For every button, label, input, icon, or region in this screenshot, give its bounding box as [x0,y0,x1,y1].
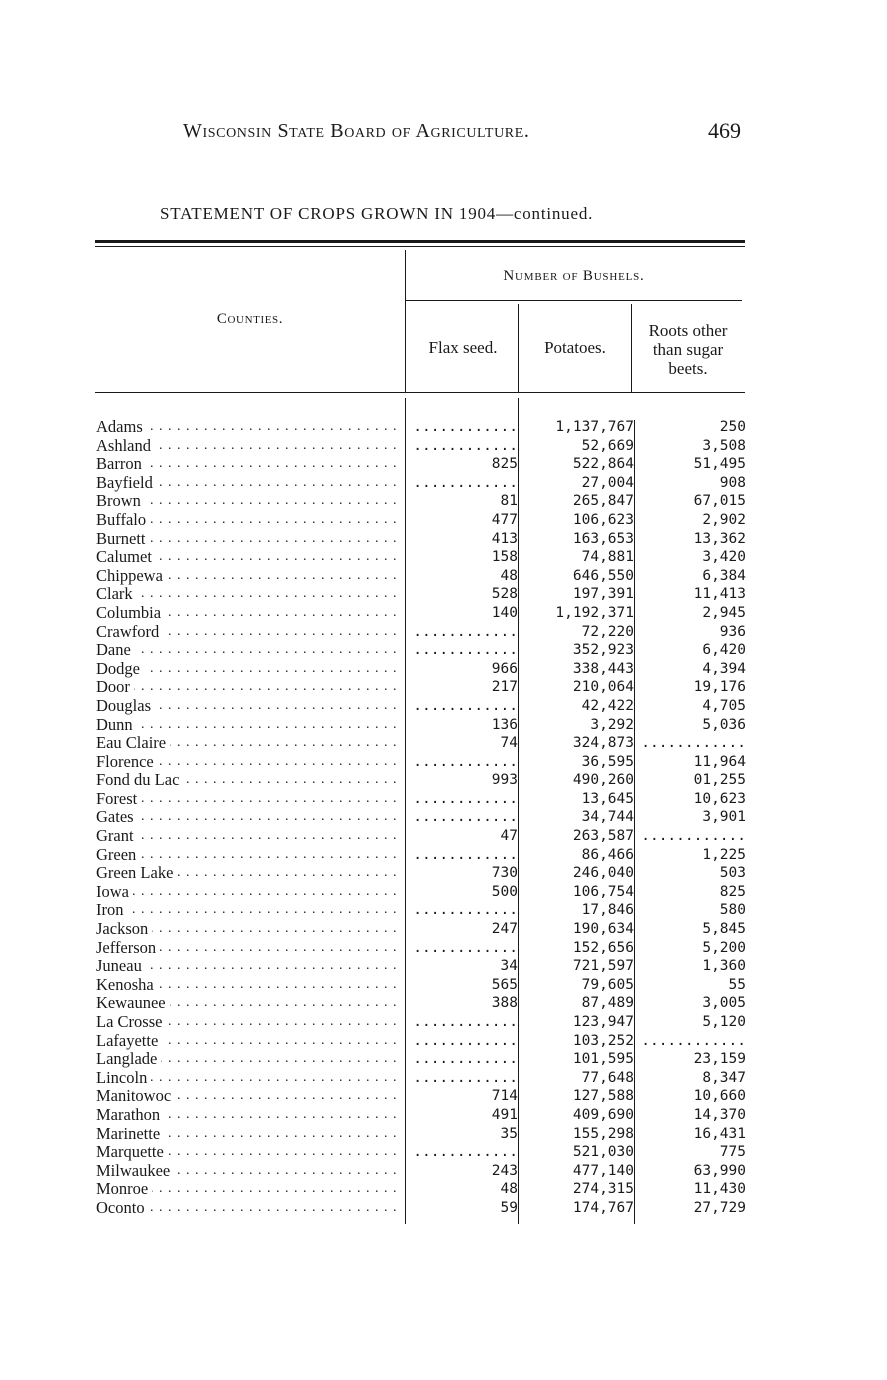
potatoes-cell: 409,690 [572,1106,634,1123]
potatoes-cell: 477,140 [572,1162,634,1179]
potatoes-cell: 152,656 [572,939,634,956]
flax-seed-cell: 565 [491,976,518,993]
flax-seed-cell: ............ [413,437,518,454]
potatoes-cell: 72,220 [581,623,634,640]
table-row [96,994,748,1013]
table-row [96,418,748,437]
roots-cell: 4,394 [702,660,746,677]
county-name: Marathon [96,1106,164,1124]
table-row [96,808,748,827]
flax-seed-cell: ............ [413,419,518,435]
roots-cell: 14,370 [693,1106,746,1123]
table-row [96,1087,748,1106]
table-row [96,1162,748,1181]
roots-cell: 1,360 [702,958,746,975]
county-cell [96,994,402,1013]
potatoes-cell: 174,767 [572,1199,634,1216]
county-name: Chippewa [96,567,167,585]
roots-cell: ............ [641,828,746,845]
county-name: Juneau [96,957,146,975]
county-name: Burnett [96,530,150,548]
county-cell [96,734,402,753]
table-row [96,437,748,456]
county-cell [96,901,402,920]
county-name: Columbia [96,604,165,622]
flax-seed-cell: 413 [491,530,518,547]
county-cell [96,827,402,846]
roots-cell: 3,420 [702,549,746,566]
potatoes-cell: 106,623 [572,511,634,528]
table-row [96,1106,748,1125]
flax-seed-cell: 47 [500,828,518,845]
table-row [96,939,748,958]
table-row [96,976,748,995]
roots-cell: 908 [719,474,746,491]
table-row [96,585,748,604]
potatoes-cell: 1,137,767 [555,419,634,435]
table-row [96,1143,748,1162]
table-row [96,604,748,623]
county-cell [96,1069,402,1088]
roots-cell: ............ [641,1032,746,1049]
roots-cell: 1,225 [702,846,746,863]
roots-cell: 67,015 [693,493,746,510]
county-name: Dodge [96,660,144,678]
potatoes-cell: 27,004 [581,474,634,491]
flax-column-header: Flax seed. [428,338,498,357]
county-name: Douglas [96,697,155,715]
county-cell [96,846,402,865]
county-name: Jefferson [96,939,160,957]
flax-seed-cell: ............ [413,1069,518,1086]
flax-seed-cell: 825 [491,456,518,473]
potatoes-cell: 274,315 [572,1181,634,1198]
flax-seed-cell: 243 [491,1162,518,1179]
table-row [96,678,748,697]
potatoes-cell: 324,873 [572,735,634,752]
potatoes-cell: 87,489 [581,995,634,1012]
potatoes-cell: 352,923 [572,642,634,659]
running-head [183,118,743,148]
flax-seed-cell: 74 [500,735,518,752]
potatoes-cell: 338,443 [572,660,634,677]
table-row [96,864,748,883]
flax-seed-cell: ............ [413,1014,518,1030]
table-row [96,716,748,735]
county-cell [96,716,402,735]
county-name: Crawford [96,623,163,641]
flax-seed-cell: 34 [500,958,518,975]
flax-seed-cell: ............ [413,623,518,640]
county-name: Lafayette [96,1032,162,1050]
county-name: Adams [96,418,147,436]
table-row [96,734,748,753]
potatoes-column-header: Potatoes. [544,338,606,357]
potatoes-cell: 13,645 [581,790,634,807]
county-name: Gates [96,808,138,826]
flax-seed-cell: 966 [491,660,518,677]
table-row [96,920,748,939]
table-row [96,883,748,902]
table-row [96,1199,748,1218]
potatoes-cell: 52,669 [581,437,634,454]
county-name: Kenosha [96,976,158,994]
potatoes-cell: 17,846 [581,902,634,919]
table-row [96,697,748,716]
table-row [96,1032,748,1051]
county-name: Clark [96,585,137,603]
roots-cell: 2,902 [702,511,746,528]
county-name: Iowa [96,883,133,901]
roots-cell: 8,347 [702,1069,746,1086]
county-cell [96,1087,402,1106]
roots-cell: 250 [719,419,746,435]
potatoes-cell: 721,597 [572,958,634,975]
roots-cell: 11,964 [693,753,746,770]
potatoes-cell: 42,422 [581,697,634,714]
potatoes-cell: 521,030 [572,1144,634,1161]
flax-seed-cell: ............ [413,642,518,659]
county-cell [96,790,402,809]
roots-cell: 936 [719,623,746,640]
county-name: Lincoln [96,1069,151,1087]
flax-seed-cell: 528 [491,586,518,603]
county-name: Bayfield [96,474,157,492]
table-body [96,418,748,1218]
roots-cell: 5,200 [702,939,746,956]
table-row [96,1180,748,1199]
table-row [96,827,748,846]
roots-cell: 11,413 [693,586,746,603]
table-row [96,623,748,642]
table-row [96,641,748,660]
roots-cell: 10,660 [693,1088,746,1105]
potatoes-cell: 190,634 [572,921,634,938]
header-divider-potatoes [631,304,632,392]
roots-cell: 3,508 [702,437,746,454]
county-cell [96,455,402,474]
roots-cell: 2,945 [702,604,746,621]
county-name: Grant [96,827,138,845]
county-cell [96,585,402,604]
potatoes-cell: 123,947 [572,1014,634,1030]
table-row [96,1069,748,1088]
county-cell [96,678,402,697]
roots-cell: ............ [641,735,746,752]
county-name: Barron [96,455,146,473]
table-row [96,771,748,790]
county-name: Dunn [96,716,137,734]
bushels-group-header: Number of Bushels. [503,268,645,284]
roots-cell: 3,901 [702,809,746,826]
flax-seed-cell: 158 [491,549,518,566]
potatoes-cell: 1,192,371 [555,604,634,621]
roots-cell: 10,623 [693,790,746,807]
potatoes-cell: 79,605 [581,976,634,993]
roots-cell: 63,990 [693,1162,746,1179]
county-name: Fond du Lac [96,771,183,789]
potatoes-cell: 106,754 [572,883,634,900]
flax-seed-cell: 81 [500,493,518,510]
roots-cell: 13,362 [693,530,746,547]
county-cell [96,641,402,660]
potatoes-cell: 246,040 [572,865,634,882]
roots-cell: 16,431 [693,1125,746,1142]
table-row [96,660,748,679]
potatoes-cell: 197,391 [572,586,634,603]
county-cell [96,511,402,530]
county-name: Ashland [96,437,155,455]
county-cell [96,567,402,586]
county-name: Florence [96,753,158,771]
table-row [96,901,748,920]
potatoes-cell: 36,595 [581,753,634,770]
flax-seed-cell: ............ [413,1032,518,1049]
flax-seed-cell: 48 [500,1181,518,1198]
column-group-rule [406,300,742,301]
potatoes-cell: 265,847 [572,493,634,510]
table-row [96,455,748,474]
county-cell [96,474,402,493]
roots-cell: 5,845 [702,921,746,938]
county-cell [96,808,402,827]
county-name: Monroe [96,1180,152,1198]
county-name: Kewaunee [96,994,170,1012]
county-cell [96,939,402,958]
county-cell [96,883,402,902]
table-top-rule-thin [95,246,745,247]
county-cell [96,604,402,623]
table-row [96,1050,748,1069]
roots-cell: 6,420 [702,642,746,659]
flax-seed-cell: 48 [500,567,518,584]
potatoes-cell: 86,466 [581,846,634,863]
county-name: Buffalo [96,511,150,529]
roots-cell: 825 [719,883,746,900]
potatoes-cell: 74,881 [581,549,634,566]
county-cell [96,1180,402,1199]
county-name: Calumet [96,548,156,566]
potatoes-cell: 522,864 [572,456,634,473]
county-cell [96,976,402,995]
flax-seed-cell: ............ [413,474,518,491]
flax-seed-cell: 388 [491,995,518,1012]
county-name: Green Lake [96,864,177,882]
county-name: Marquette [96,1143,168,1161]
table-row [96,1125,748,1144]
county-name: La Crosse [96,1013,166,1031]
roots-cell: 775 [719,1144,746,1161]
counties-column-header: Counties. [216,311,284,327]
flax-seed-cell: 217 [491,679,518,696]
county-cell [96,771,402,790]
flax-seed-cell: ............ [413,697,518,714]
potatoes-cell: 155,298 [572,1125,634,1142]
roots-cell: 580 [719,902,746,919]
county-name: Door [96,678,134,696]
potatoes-cell: 101,595 [572,1051,634,1068]
county-name: Eau Claire [96,734,170,752]
potatoes-cell: 210,064 [572,679,634,696]
flax-seed-cell: ............ [413,790,518,807]
flax-seed-cell: 35 [500,1125,518,1142]
potatoes-cell: 263,587 [572,828,634,845]
roots-column-header: Roots other than sugar beets. [648,321,728,378]
county-name: Marinette [96,1125,164,1143]
table-row [96,567,748,586]
county-cell [96,1199,402,1218]
roots-cell: 55 [728,976,746,993]
flax-seed-cell: ............ [413,809,518,826]
table-title: STATEMENT OF CROPS GROWN IN 1904—continued. [160,204,594,223]
county-cell [96,1032,402,1051]
flax-seed-cell: ............ [413,1144,518,1161]
flax-seed-cell: 714 [491,1088,518,1105]
roots-cell: 11,430 [693,1181,746,1198]
table-row [96,790,748,809]
flax-seed-cell: 730 [491,865,518,882]
county-cell [96,1162,402,1181]
county-cell [96,418,402,437]
table-top-rule [95,240,745,243]
table-row [96,957,748,976]
running-title: Wisconsin State Board of Agriculture. [183,120,530,142]
county-cell [96,530,402,549]
roots-cell: 27,729 [693,1199,746,1216]
table-row [96,846,748,865]
roots-cell: 6,384 [702,567,746,584]
potatoes-cell: 3,292 [590,716,634,733]
page-number: 469 [708,118,741,143]
potatoes-cell: 646,550 [572,567,634,584]
potatoes-cell: 34,744 [581,809,634,826]
flax-seed-cell: 477 [491,511,518,528]
county-name: Manitowoc [96,1087,175,1105]
flax-seed-cell: 993 [491,772,518,789]
county-cell [96,753,402,772]
table-row [96,492,748,511]
county-cell [96,864,402,883]
table-row [96,548,748,567]
county-name: Iron [96,901,128,919]
county-name: Langlade [96,1050,161,1068]
county-name: Oconto [96,1199,149,1217]
roots-cell: 5,036 [702,716,746,733]
roots-cell: 503 [719,865,746,882]
county-cell [96,1013,402,1032]
flax-seed-cell: 59 [500,1199,518,1216]
roots-cell: 5,120 [702,1014,746,1030]
flax-seed-cell: ............ [413,939,518,956]
county-cell [96,697,402,716]
flax-seed-cell: 247 [491,921,518,938]
county-cell [96,437,402,456]
county-name: Forest [96,790,141,808]
potatoes-cell: 103,252 [572,1032,634,1049]
county-name: Jackson [96,920,152,938]
potatoes-cell: 77,648 [581,1069,634,1086]
flax-seed-cell: 140 [491,604,518,621]
flax-seed-cell: 500 [491,883,518,900]
potatoes-cell: 127,588 [572,1088,634,1105]
flax-seed-cell: ............ [413,846,518,863]
county-cell [96,623,402,642]
county-name: Milwaukee [96,1162,174,1180]
flax-seed-cell: ............ [413,753,518,770]
roots-cell: 19,176 [693,679,746,696]
county-cell [96,548,402,567]
table-row [96,1013,748,1032]
county-cell [96,1143,402,1162]
roots-cell: 3,005 [702,995,746,1012]
county-cell [96,957,402,976]
county-name: Brown [96,492,145,510]
county-cell [96,920,402,939]
potatoes-cell: 490,260 [572,772,634,789]
flax-seed-cell: ............ [413,1051,518,1068]
roots-cell: 51,495 [693,456,746,473]
flax-seed-cell: 491 [491,1106,518,1123]
county-cell [96,1050,402,1069]
county-cell [96,1125,402,1144]
table-row [96,530,748,549]
county-cell [96,492,402,511]
table-row [96,511,748,530]
header-bottom-rule [95,392,745,393]
roots-cell: 23,159 [693,1051,746,1068]
roots-cell: 4,705 [702,697,746,714]
county-name: Green [96,846,140,864]
roots-cell: 01,255 [693,772,746,789]
potatoes-cell: 163,653 [572,530,634,547]
county-cell [96,1106,402,1125]
flax-seed-cell: ............ [413,902,518,919]
table-row [96,753,748,772]
county-cell [96,660,402,679]
flax-seed-cell: 136 [491,716,518,733]
table-row [96,474,748,493]
county-name: Dane [96,641,135,659]
